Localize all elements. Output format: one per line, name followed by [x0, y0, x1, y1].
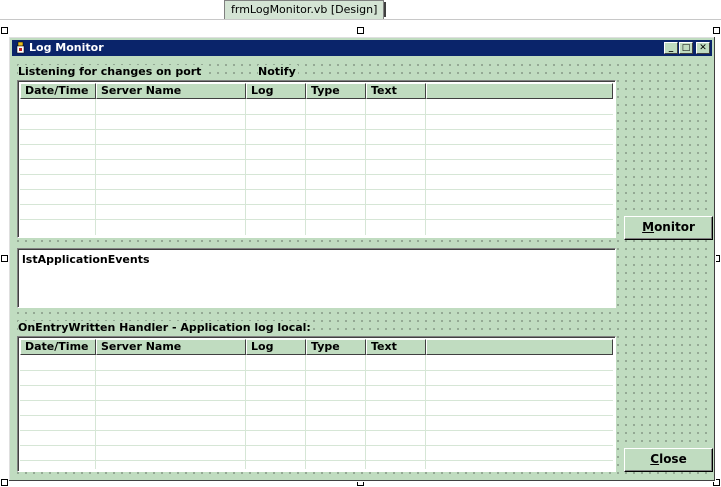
notify-label: Notify: [258, 65, 296, 78]
monitor-button[interactable]: Monitor: [624, 216, 713, 240]
column-header-type[interactable]: Type: [306, 83, 366, 99]
listbox-item[interactable]: lstApplicationEvents: [22, 253, 150, 266]
app-icon: [14, 41, 28, 55]
listening-port-label: Listening for changes on port: [18, 65, 202, 78]
listview-header: [20, 83, 613, 99]
minimize-button[interactable]: _: [664, 42, 678, 54]
column-header-log[interactable]: Log: [246, 83, 306, 99]
application-log-listview[interactable]: [17, 336, 616, 472]
log-monitor-form[interactable]: [8, 36, 716, 482]
column-header-datetime[interactable]: Date/Time: [20, 83, 96, 99]
column-header-datetime[interactable]: Date/Time: [20, 339, 96, 355]
column-header-type[interactable]: Type: [306, 339, 366, 355]
form-title: Log Monitor: [29, 41, 104, 54]
monitor-events-listview[interactable]: [17, 80, 616, 238]
document-tab-strip: [0, 0, 721, 20]
resize-handle-top-left[interactable]: [1, 27, 8, 34]
form-titlebar[interactable]: [12, 40, 712, 56]
column-header-server-name[interactable]: Server Name: [96, 83, 246, 99]
column-header-server-name[interactable]: Server Name: [96, 339, 246, 355]
handler-label: OnEntryWritten Handler - Application log local:: [18, 321, 311, 334]
column-header-filler: [426, 339, 613, 355]
resize-handle-bottom-left[interactable]: [1, 479, 8, 486]
resize-handle-top-right[interactable]: [713, 27, 720, 34]
column-header-log[interactable]: Log: [246, 339, 306, 355]
column-header-filler: [426, 83, 613, 99]
column-header-text[interactable]: Text: [366, 83, 426, 99]
tab-separator: [384, 2, 386, 17]
listview-body[interactable]: [20, 99, 613, 235]
resize-handle-left[interactable]: [1, 255, 8, 262]
close-button[interactable]: Close: [624, 448, 713, 472]
maximize-button[interactable]: □: [679, 42, 693, 54]
close-window-button[interactable]: ✕: [696, 42, 710, 54]
listview-header: [20, 339, 613, 355]
listview-body[interactable]: [20, 355, 613, 469]
tab-form-design[interactable]: frmLogMonitor.vb [Design]: [224, 0, 384, 19]
column-header-text[interactable]: Text: [366, 339, 426, 355]
resize-handle-top[interactable]: [357, 27, 364, 34]
application-events-listbox[interactable]: [17, 248, 616, 308]
